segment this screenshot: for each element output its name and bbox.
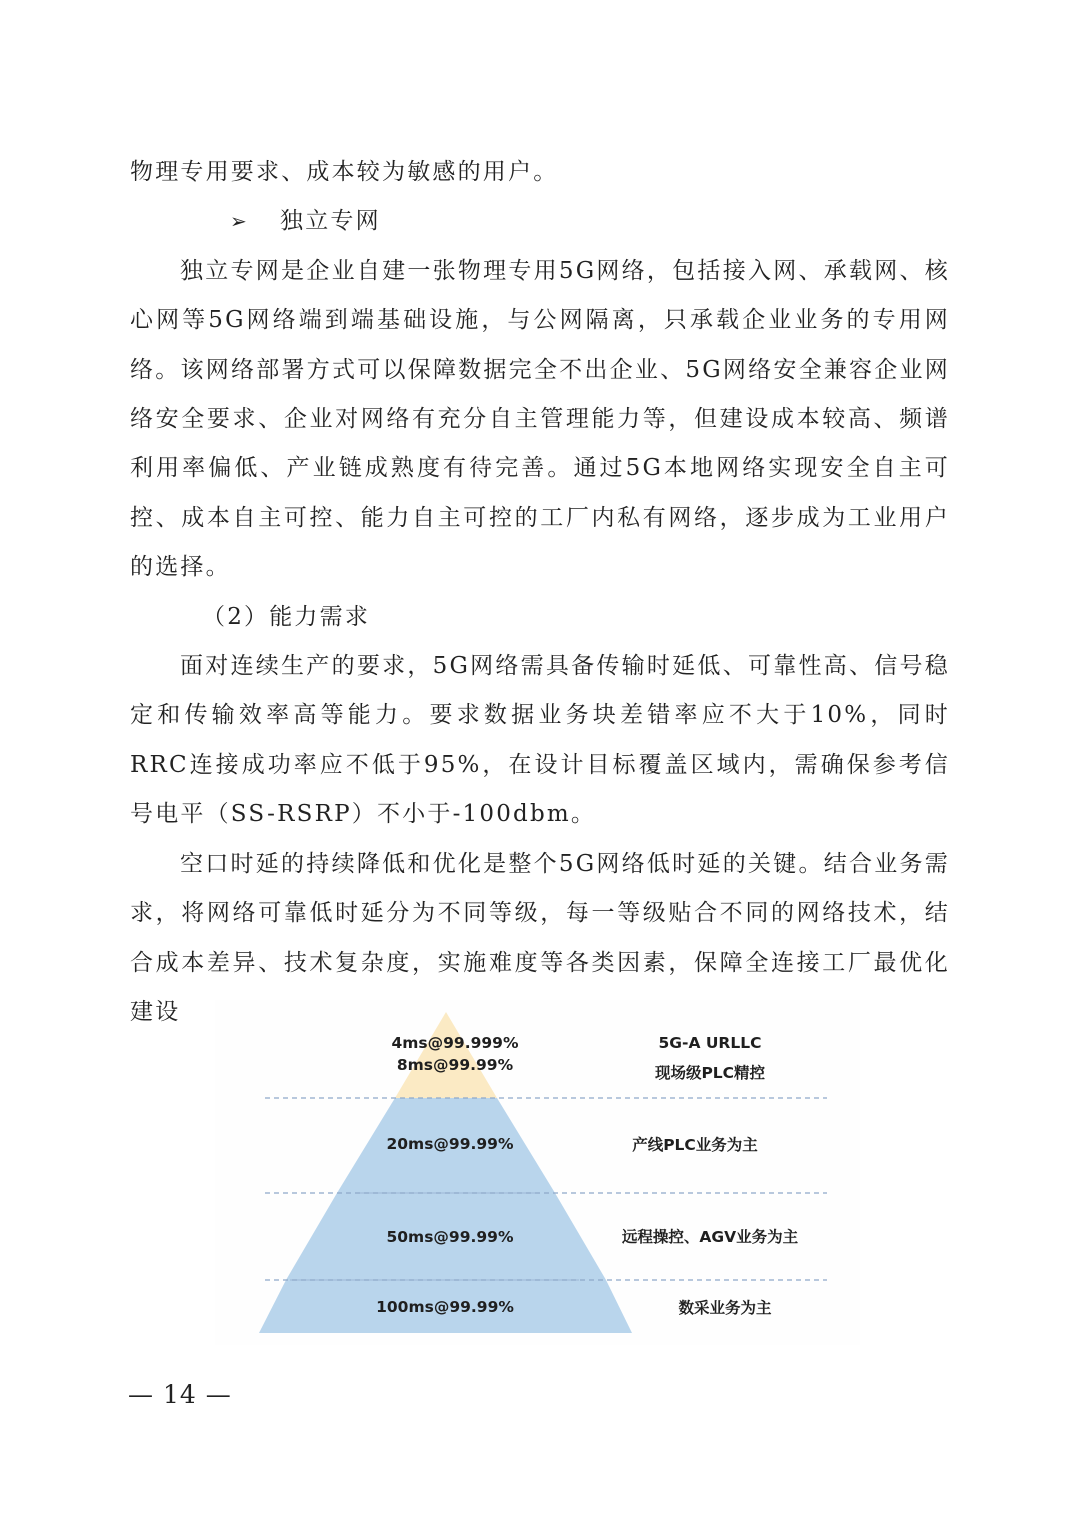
bullet-heading	[130, 197, 950, 246]
arrow-bullet-icon: ➢	[230, 209, 249, 234]
desc-label-2: 产线PLC业务为主	[632, 1136, 758, 1154]
body-text	[130, 148, 950, 1037]
bullet-heading-text: 独立专网	[280, 208, 381, 235]
latency-label-top: 4ms@99.999% 8ms@99.99%	[391, 1034, 519, 1074]
latency-label-3: 50ms@99.99%	[386, 1228, 514, 1246]
desc-label-3: 远程操控、AGV业务为主	[621, 1228, 799, 1246]
latency-pyramid-figure	[215, 1000, 860, 1345]
desc-label-base: 数采业务为主	[678, 1299, 772, 1317]
paragraph-capability: 面对连续生产的要求，5G网络需具备传输时延低、可靠性高、信号稳定和传输效率高等能力。要求数据业务块差错率应不大于10%，同时RRC连接成功率应不低于95%，在设计目标覆盖区域内，需确保参考信号电平（SS-RSRP）不小于-100dbm。	[130, 653, 950, 828]
paragraph-continuation: 物理专用要求、成本较为敏感的用户。	[130, 159, 559, 185]
page-number: — 14 —	[128, 1380, 232, 1409]
section-heading: （2）能力需求	[202, 603, 371, 630]
latency-label-base: 100ms@99.99%	[376, 1298, 514, 1316]
desc-label-top: 5G-A URLLC 现场级PLC精控	[654, 1034, 766, 1082]
latency-label-2: 20ms@99.99%	[386, 1135, 514, 1153]
paragraph-latency: 空口时延的持续降低和优化是整个5G网络低时延的关键。结合业务需求，将网络可靠低时延分为不同等级，每一等级贴合不同的网络技术，结合成本差异、技术复杂度，实施难度等各类因素，保障全连接工厂最优化建设	[130, 850, 950, 1025]
paragraph-independent-network: 独立专网是企业自建一张物理专用5G网络，包括接入网、承载网、核心网等5G网络端到端基础设施，与公网隔离，只承载企业业务的专用网络。该网络部署方式可以保障数据完全不出企业、5G网络安全兼容企业网络安全要求、企业对网络有充分自主管理能力等，但建设成本较高、频谱利用率偏低、产业链成熟度有待完善。通过5G本地网络实现安全自主可控、成本自主可控、能力自主可控的工厂内私有网络，逐步成为工业用户的选择。	[130, 257, 951, 581]
